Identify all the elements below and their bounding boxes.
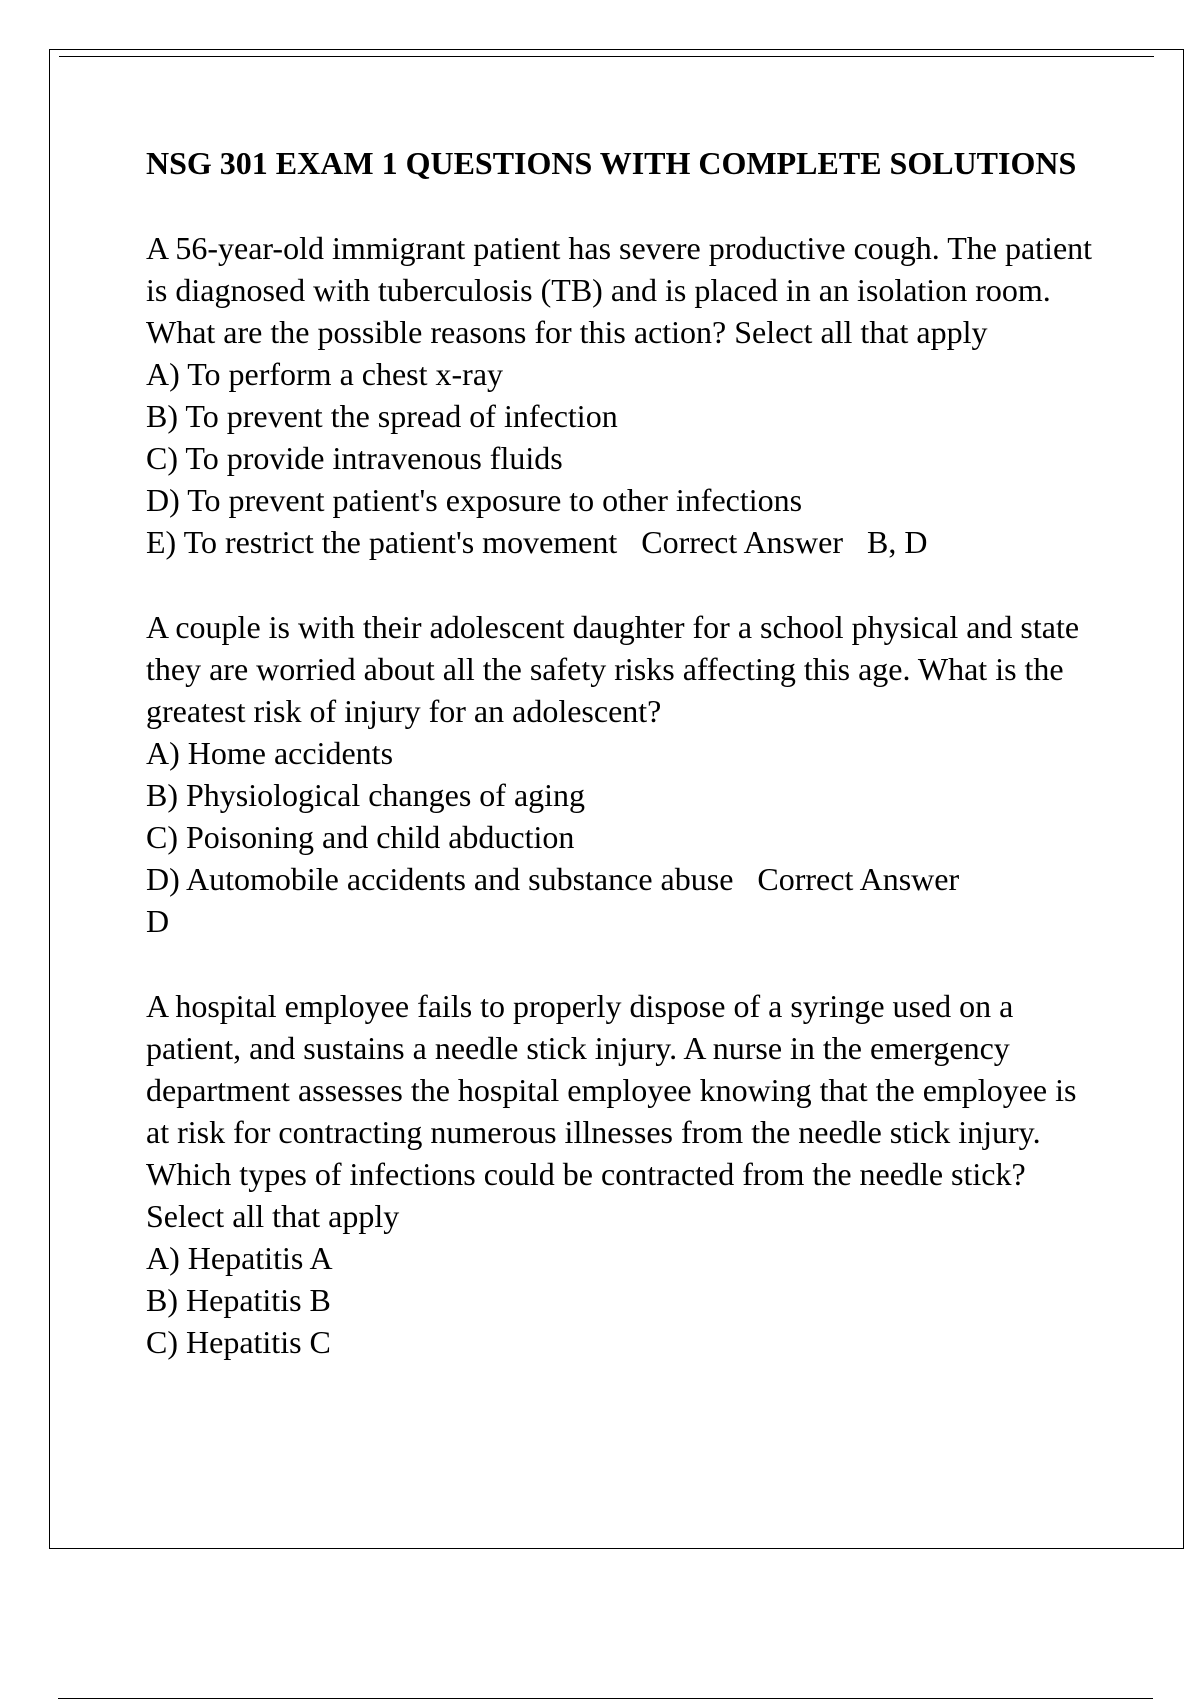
answer-option-c: C) Hepatitis C: [146, 1324, 331, 1360]
answer-option-d: D) To prevent patient's exposure to other infections: [146, 482, 803, 518]
answer-option-c: C) Poisoning and child abduction: [146, 819, 575, 855]
question-stem: A 56-year-old immigrant patient has severe productive cough. The patient is diagnosed with tuberculosis (TB) and is placed in an isolation room. What are the possible reasons for this action? Select all that apply: [146, 230, 1093, 350]
top-rule: [59, 56, 1154, 57]
answer-option-b: B) To prevent the spread of infection: [146, 398, 618, 434]
answer-option-c: C) To provide intravenous fluids: [146, 440, 563, 476]
correct-answer-value: D: [146, 903, 170, 939]
correct-answer-value: B, D: [866, 524, 928, 560]
answer-option-b: B) Physiological changes of aging: [146, 777, 586, 813]
answer-option-a: A) Home accidents: [146, 735, 394, 771]
answer-option-e-with-answer: [146, 521, 1096, 563]
question-stem: A hospital employee fails to properly dispose of a syringe used on a patient, and sustains a needle stick injury. A nurse in the emergency department assesses the hospital employee knowing that the employee is at risk for contracting numerous illnesses from the needle stick injury. Which types of infections could be contracted from the needle stick? Select all that apply: [146, 988, 1077, 1234]
correct-answer-label: Correct Answer: [641, 524, 843, 560]
answer-option-e: E) To restrict the patient's movement: [146, 524, 618, 560]
answer-option-a: A) To perform a chest x-ray: [146, 356, 504, 392]
document-title: NSG 301 EXAM 1 QUESTIONS WITH COMPLETE SOLUTIONS: [146, 145, 1077, 181]
document-content: [146, 143, 1096, 1363]
question-stem: A couple is with their adolescent daughter for a school physical and state they are worried about all the safety risks affecting this age. What is the greatest risk of injury for an adolescent?: [146, 609, 1080, 729]
answer-option-b: B) Hepatitis B: [146, 1282, 331, 1318]
answer-option-d-with-answer: [146, 858, 1096, 942]
bottom-rule: [58, 1698, 1153, 1699]
answer-option-d: D) Automobile accidents and substance abuse: [146, 861, 734, 897]
question-1: [146, 227, 1096, 563]
correct-answer-label: Correct Answer: [757, 861, 960, 897]
question-2: [146, 606, 1096, 942]
answer-option-a: A) Hepatitis A: [146, 1240, 333, 1276]
question-3: [146, 985, 1096, 1363]
